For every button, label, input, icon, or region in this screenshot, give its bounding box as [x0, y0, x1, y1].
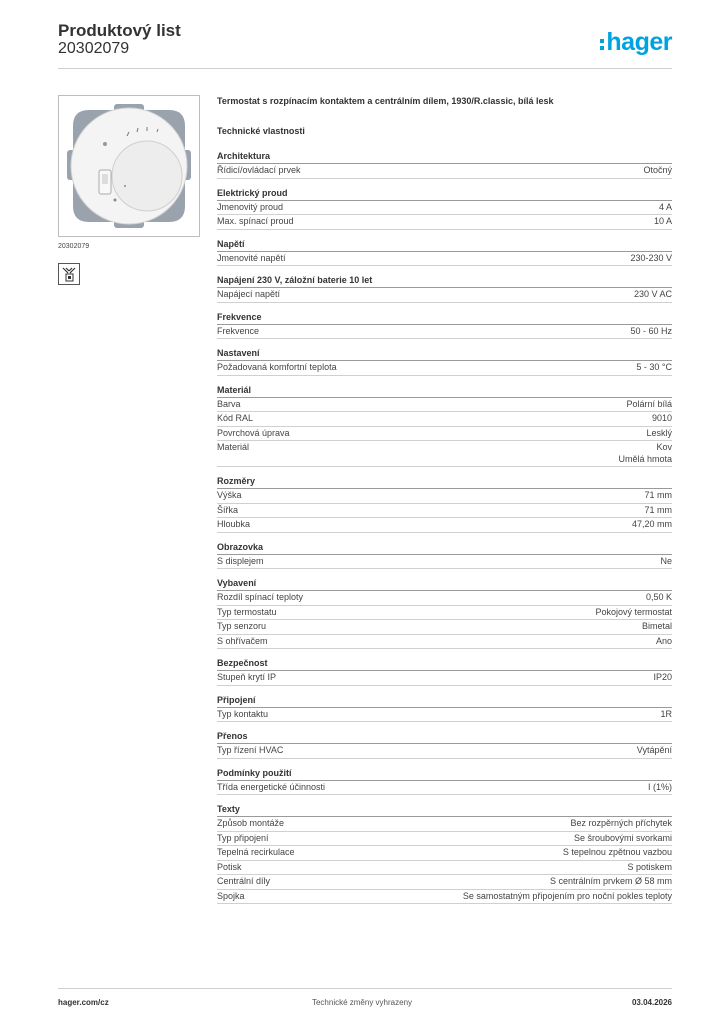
- spec-group: [217, 311, 672, 340]
- spec-value: 47,20 mm: [631, 519, 672, 529]
- spec-group-title: Napětí: [217, 238, 672, 252]
- spec-label: Tepelná recirkulace: [217, 847, 295, 857]
- spec-label: Napájecí napětí: [217, 289, 281, 299]
- image-caption: 20302079: [58, 243, 90, 250]
- spec-label: Barva: [217, 398, 241, 409]
- spec-row: [217, 591, 672, 606]
- spec-row: [217, 708, 672, 723]
- spec-value: Se šroubovými svorkami: [573, 832, 672, 843]
- spec-value: 71 mm: [644, 504, 672, 515]
- spec-value: Ano: [655, 635, 672, 646]
- spec-value: Pokojový termostat: [595, 606, 672, 617]
- spec-groups: [217, 150, 672, 904]
- section-title: Technické vlastnosti: [217, 126, 305, 136]
- spec-group-title: Architektura: [217, 150, 672, 164]
- spec-row: [217, 288, 672, 303]
- spec-group: [217, 730, 672, 759]
- hager-logo[interactable]: [600, 28, 672, 56]
- spec-label: Typ kontaktu: [217, 708, 269, 719]
- spec-label: Typ termostatu: [217, 606, 277, 617]
- spec-label: Frekvence: [217, 325, 260, 336]
- spec-group: [217, 475, 672, 533]
- spec-group-title: Napájení 230 V, záložní baterie 10 let: [217, 274, 672, 288]
- spec-group-title: Materiál: [217, 384, 672, 398]
- spec-group-title: Připojení: [217, 694, 672, 708]
- spec-value: 4 A: [658, 201, 672, 212]
- spec-label: Povrchová úprava: [217, 427, 290, 438]
- spec-value: I (1%): [647, 781, 672, 792]
- spec-group-title: Frekvence: [217, 311, 672, 325]
- spec-label: Výška: [217, 490, 242, 500]
- spec-value: S centrálním prvkem Ø 58 mm: [549, 876, 672, 886]
- spec-row: [217, 861, 672, 876]
- spec-value: Vytápění: [636, 745, 672, 755]
- spec-value: 9010: [651, 413, 672, 423]
- header-divider: [58, 68, 672, 69]
- spec-group: [217, 274, 672, 303]
- spec-group-title: Obrazovka: [217, 541, 672, 555]
- spec-label: Řídicí/ovládací prvek: [217, 165, 301, 175]
- spec-value: S tepelnou zpětnou vazbou: [562, 847, 672, 857]
- spec-group: [217, 384, 672, 468]
- spec-row: [217, 489, 672, 504]
- spec-value: Ne: [660, 555, 672, 566]
- spec-row: [217, 325, 672, 340]
- spec-row: [217, 164, 672, 179]
- spec-value: Bez rozpěrných příchytek: [570, 818, 672, 828]
- spec-label: Centrální díly: [217, 876, 271, 886]
- spec-label: Rozdíl spínací teploty: [217, 592, 304, 602]
- spec-label: Typ řízení HVAC: [217, 745, 284, 755]
- spec-value: Lesklý: [646, 427, 672, 438]
- footer-divider: [58, 988, 672, 989]
- spec-row: [217, 620, 672, 635]
- spec-row: [217, 427, 672, 442]
- spec-value: Se samostatným připojením pro noční pokles teploty: [462, 890, 672, 901]
- spec-row: [217, 398, 672, 413]
- spec-group: [217, 238, 672, 267]
- spec-group: [217, 657, 672, 686]
- spec-row: [217, 201, 672, 216]
- spec-group-title: Rozměry: [217, 475, 672, 489]
- page-title: Produktový list: [58, 21, 181, 40]
- spec-label: Požadovaná komfortní teplota: [217, 362, 337, 372]
- spec-value: 1R: [660, 708, 672, 719]
- spec-label: Jmenovitý proud: [217, 201, 284, 212]
- spec-label: Šířka: [217, 504, 239, 515]
- spec-label: Způsob montáže: [217, 818, 285, 828]
- spec-row: [217, 361, 672, 376]
- spec-row: [217, 832, 672, 847]
- spec-label: Hloubka: [217, 519, 251, 529]
- logo-text: hager: [606, 28, 672, 56]
- spec-row: [217, 555, 672, 570]
- spec-row: [217, 412, 672, 427]
- spec-row: [217, 875, 672, 890]
- logo-dots-icon: [600, 39, 604, 50]
- spec-label: Materiál: [217, 442, 250, 452]
- spec-label: Max. spínací proud: [217, 216, 294, 226]
- spec-value: Polární bílá: [626, 398, 672, 409]
- spec-row: [217, 518, 672, 533]
- spec-row: [217, 252, 672, 267]
- spec-row: [217, 817, 672, 832]
- spec-group-title: Bezpečnost: [217, 657, 672, 671]
- spec-row: [217, 635, 672, 650]
- spec-label: Typ připojení: [217, 832, 269, 843]
- spec-group: [217, 347, 672, 376]
- spec-label: S ohřívačem: [217, 635, 268, 646]
- spec-group: [217, 803, 672, 904]
- spec-label: Stupeň krytí IP: [217, 672, 277, 682]
- spec-value: S potiskem: [627, 861, 672, 872]
- spec-value: Kov Umělá hmota: [618, 442, 672, 464]
- spec-label: Jmenovité napětí: [217, 252, 286, 263]
- spec-group: [217, 541, 672, 570]
- electrician-install-icon: [58, 263, 80, 285]
- spec-group-title: Podmínky použití: [217, 767, 672, 781]
- spec-group-title: Přenos: [217, 730, 672, 744]
- spec-group-title: Elektrický proud: [217, 187, 672, 201]
- spec-label: Potisk: [217, 861, 242, 872]
- product-description: Termostat s rozpínacím kontaktem a centrálním dílem, 1930/R.classic, bílá lesk: [217, 96, 554, 106]
- footer-website-link[interactable]: hager.com/cz: [58, 998, 109, 1007]
- product-number: 20302079: [58, 40, 130, 57]
- spec-group: [217, 187, 672, 230]
- spec-row: [217, 744, 672, 759]
- spec-value: 10 A: [653, 216, 672, 226]
- spec-row: [217, 671, 672, 686]
- spec-group: [217, 694, 672, 723]
- footer-notice: Technické změny vyhrazeny: [311, 998, 413, 1007]
- spec-group-title: Nastavení: [217, 347, 672, 361]
- spec-value: 230 V AC: [633, 289, 672, 299]
- spec-value: IP20: [653, 672, 672, 682]
- spec-group-title: Texty: [217, 803, 672, 817]
- spec-value: 50 - 60 Hz: [630, 325, 672, 336]
- spec-value: Otočný: [643, 165, 672, 175]
- spec-row: [217, 890, 672, 905]
- footer-date: 03.04.2026: [631, 998, 672, 1007]
- spec-row: [217, 441, 672, 467]
- spec-label: Spojka: [217, 890, 245, 901]
- spec-value: 71 mm: [644, 490, 672, 500]
- spec-label: Třída energetické účinnosti: [217, 781, 326, 792]
- spec-row: [217, 846, 672, 861]
- spec-group-title: Vybavení: [217, 577, 672, 591]
- spec-group: [217, 577, 672, 649]
- spec-row: [217, 781, 672, 796]
- spec-value: 230-230 V: [630, 252, 672, 263]
- spec-value: Bimetal: [641, 621, 672, 631]
- spec-label: Typ senzoru: [217, 621, 267, 631]
- specification-content: [217, 95, 672, 912]
- spec-value: 0,50 K: [645, 592, 672, 602]
- spec-group: [217, 767, 672, 796]
- thermostat-image-icon: [59, 96, 199, 236]
- spec-row: [217, 504, 672, 519]
- spec-row: [217, 606, 672, 621]
- spec-value: 5 - 30 °C: [636, 362, 672, 372]
- spec-group: [217, 150, 672, 179]
- product-image: [58, 95, 200, 237]
- spec-label: S displejem: [217, 555, 264, 566]
- spec-label: Kód RAL: [217, 413, 254, 423]
- spec-row: [217, 215, 672, 230]
